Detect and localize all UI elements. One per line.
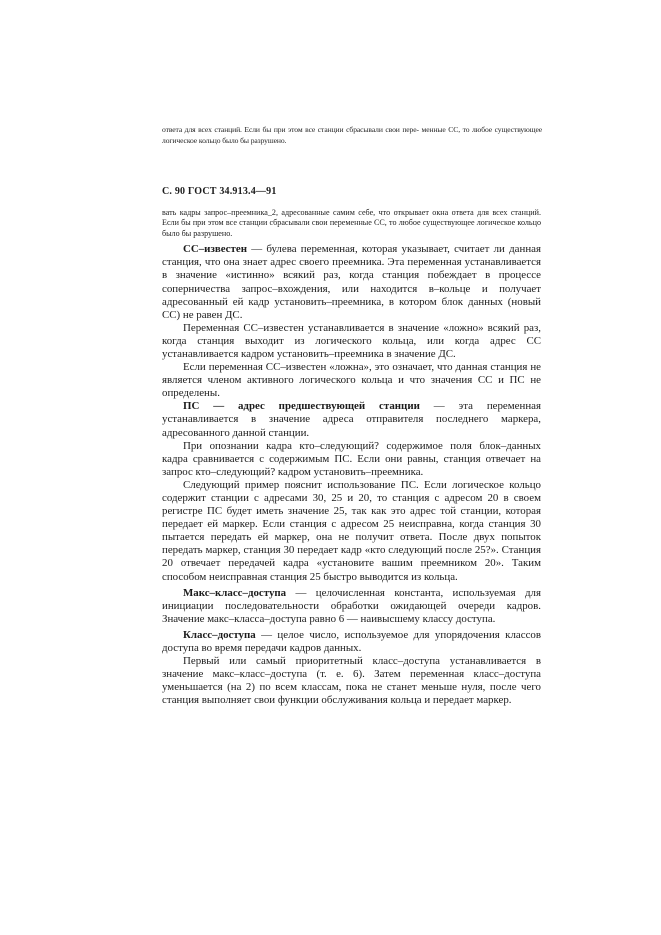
paragraph-2: Переменная СС–известен устанавливается в значение «ложно» всякий раз, когда станция выходит из логического кольца, или когда адрес СС устанавливается кадром установить–преемника в значение ДС.	[162, 321, 541, 360]
paragraph-1: СС–известен — булева переменная, которая указывает, считает ли данная станция, что она знает адрес своего преемника. Эта переменная устанавливается в значение «истинно» всякий раз, когда станция побеждает в процессе соперничества запрос–вхождения, или находится в–кольце и получает адресованный ей кадр установить–преемника, в котором блок данных (новый СС) не равен ДС.	[162, 243, 541, 321]
paragraph-8: Класс–доступа — целое число, используемое для упорядочения классов доступа во время передачи кадров данных.	[162, 628, 541, 655]
paragraph-6: Следующий пример пояснит использование ПС. Если логическое кольцо содержит станции с адресами 30, 25 и 20, то станция с адресом 20 в своем регистре ПС будет иметь значение 25, так как это адрес той станции, которая передает ей маркер. Если станция с адресом 25 неисправна, когда станция 30 пытается передать ей маркер, она не получит ответа. После двух попыток передать маркер, станция 30 передает кадр «кто следующий после 25?». Станция 20 отвечает передачей кадра «установите вашим преемником 20». Таким способом неисправная станция 25 быстро выводится из кольца.	[162, 478, 541, 583]
lead-paragraph: вать кадры запрос–преемника_2, адресованные самим себе, что открывает окна ответа для всех станций. Если бы при этом все станции сбрасывали свои переменные СС, то любое существующее логическое кольцо было бы разрушено.	[162, 208, 541, 238]
term-1: СС–известен	[183, 243, 247, 256]
term-8: Класс–доступа	[183, 628, 256, 641]
page-header: С. 90 ГОСТ 34.913.4—91	[162, 186, 277, 197]
paragraph-4: ПС — адрес предшествующей станции — эта переменная устанавливается в значение адреса отправителя последнего маркера, адресованного данной станции.	[162, 400, 541, 439]
term-4: ПС — адрес предшествующей станции	[183, 400, 420, 413]
paragraph-3: Если переменная СС–известен «ложна», это означает, что данная станция не является членом активного логического кольца и что значения СС и ПС не определены.	[162, 361, 541, 400]
paragraph-5: При опознании кадра кто–следующий? содержимое поля блок–данных кадра сравнивается с содержимым ПС. Если они равны, станция отвечает на запрос кто–следующий? кадром установить–преемника.	[162, 439, 541, 478]
page-body	[162, 208, 541, 708]
top-fragment: ответа для всех станций. Если бы при этом все станции сбрасывали свои пере- менные СС, то любое существующее логическое кольцо было бы разрушено.	[162, 125, 542, 145]
paragraph-9: Первый или самый приоритетный класс–доступа устанавливается в значение макс–класс–доступа (т. е. 6). Затем переменная класс–доступа уменьшается (на 2) по всем классам, пока не станет меньше нуля, после чего станция выполняет свои функции обслуживания кольца и передает маркер.	[162, 655, 541, 707]
term-7: Макс–класс–доступа	[183, 586, 287, 599]
paragraph-7: Макс–класс–доступа — целочисленная константа, используемая для инициации последовательности обработки ожидающей очереди кадров. Значение макс–класса–доступа равно 6 — наивысшему классу доступа.	[162, 586, 541, 625]
